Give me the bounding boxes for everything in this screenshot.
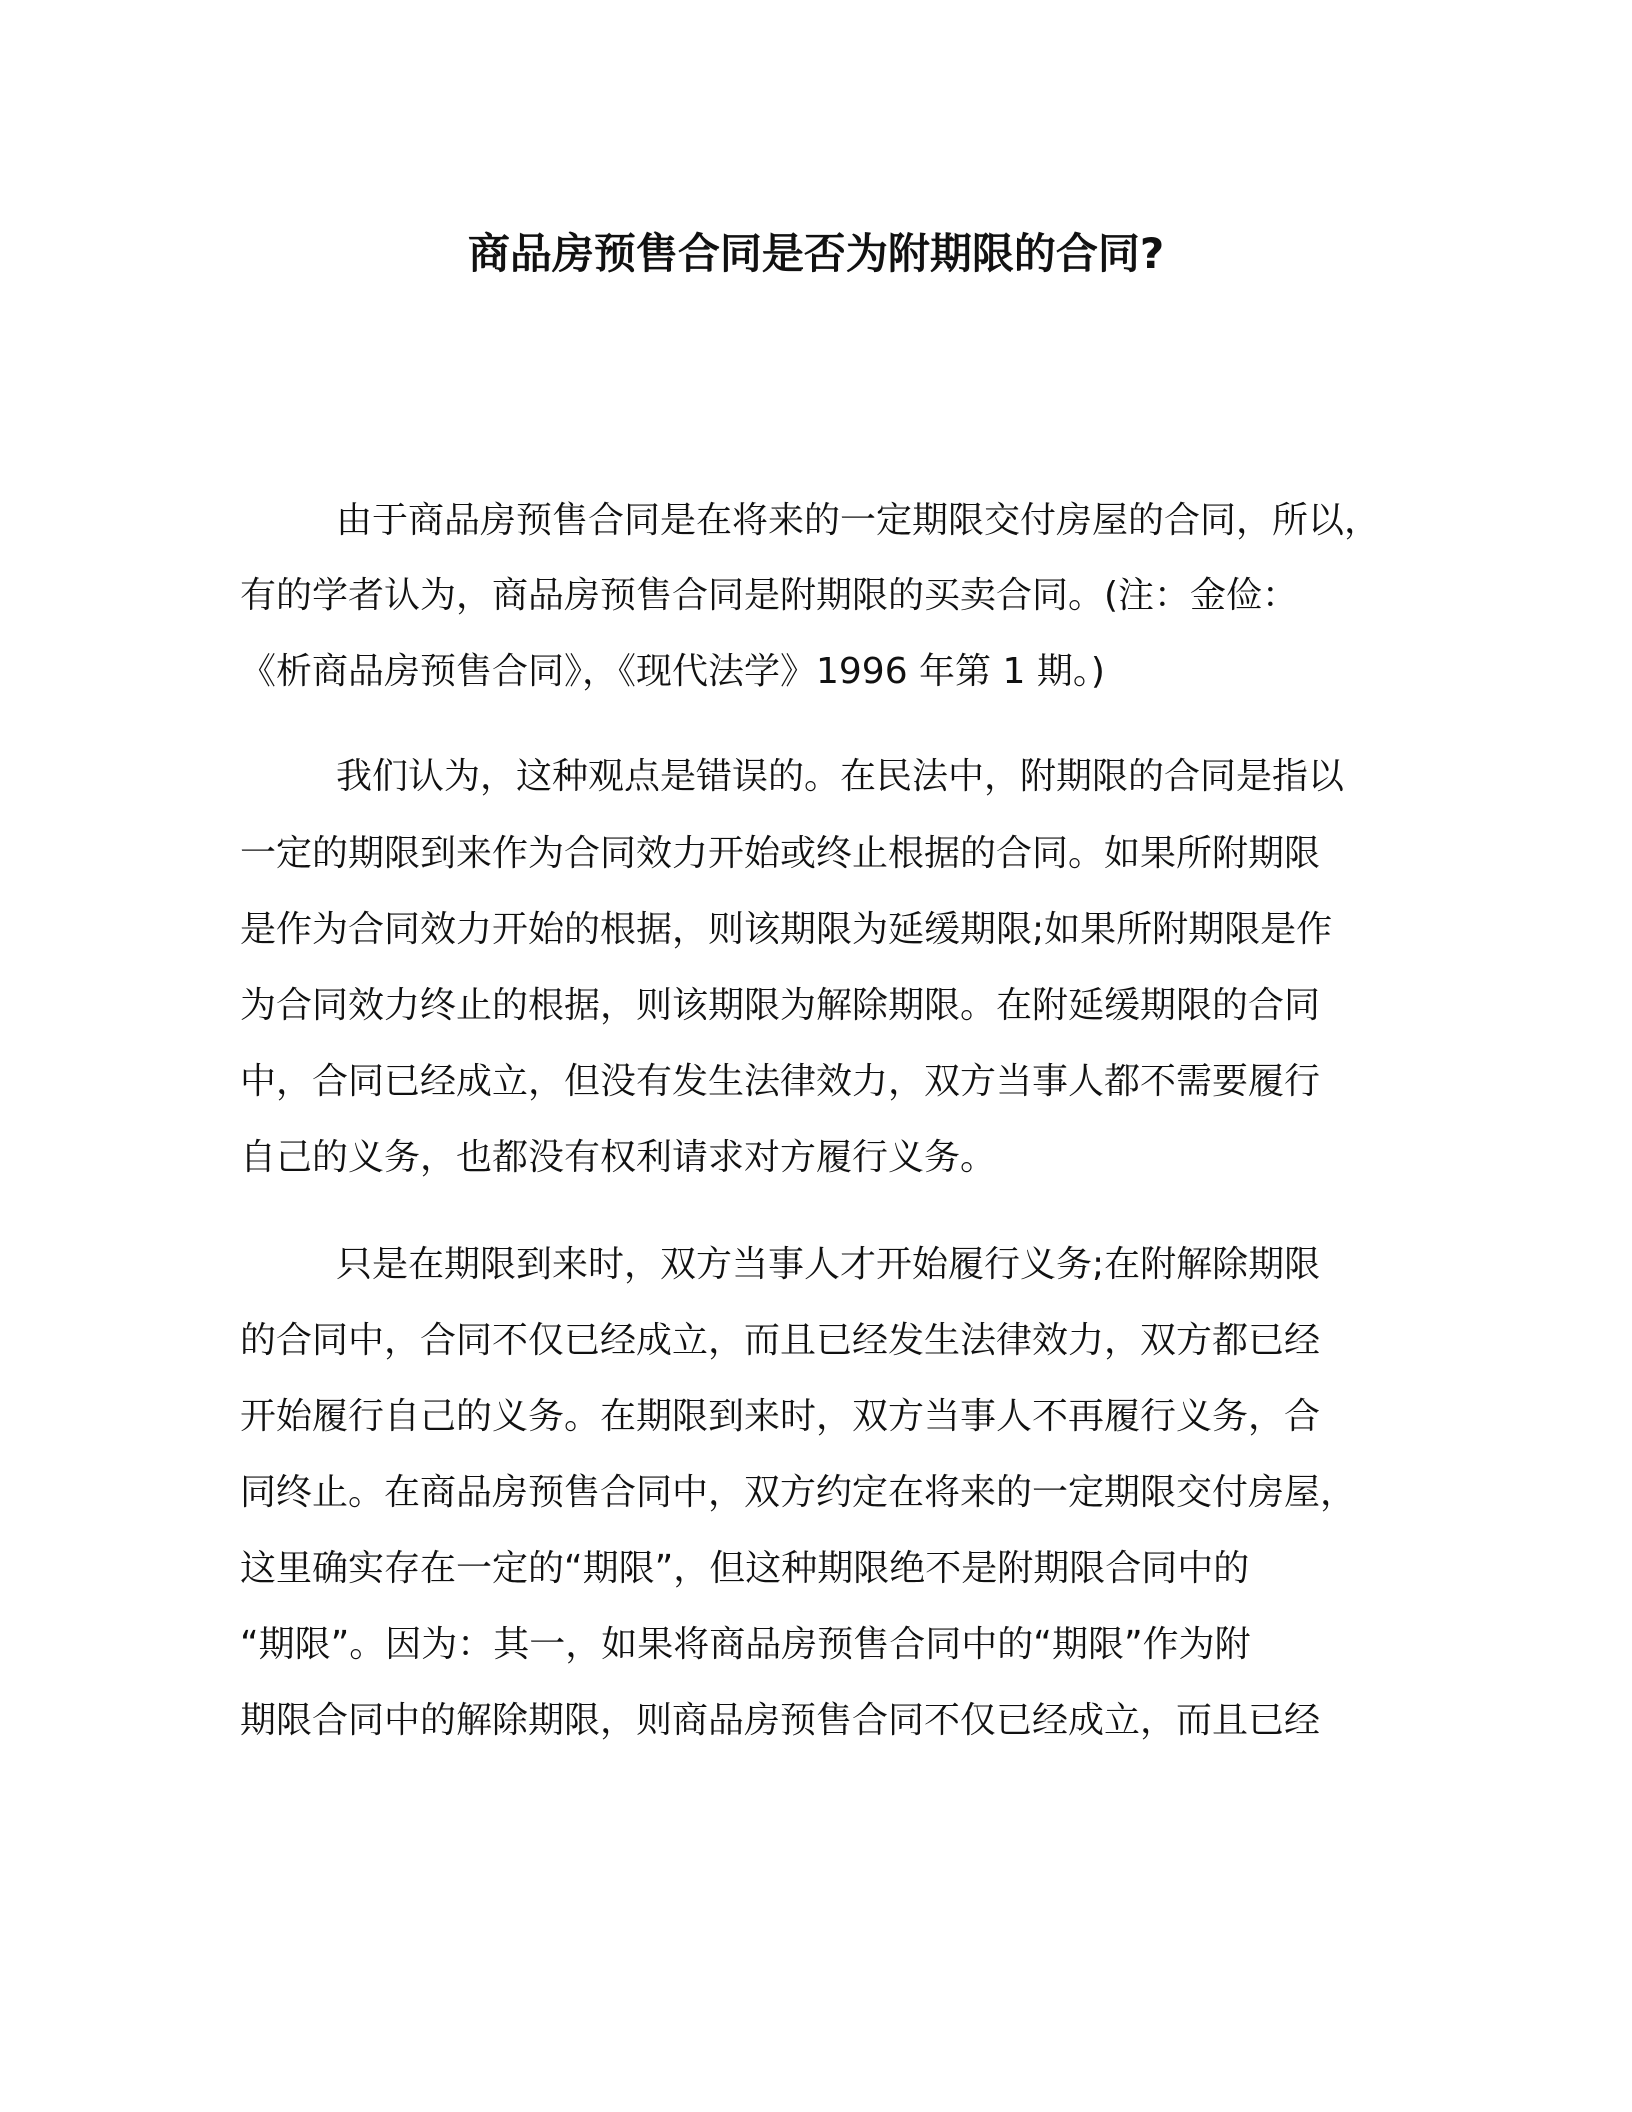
- paragraph-1-line-1: 由于商品房预售合同是在将来的一定期限交付房屋的合同，所以，: [336, 500, 1381, 541]
- paragraph-2-line-4: 为合同效力终止的根据，则该期限为解除期限。在附延缓期限的合同: [240, 985, 1321, 1026]
- paragraph-2-line-2: 一定的期限到来作为合同效力开始或终止根据的合同。如果所附期限: [240, 833, 1321, 874]
- paragraph-2-line-3: 是作为合同效力开始的根据，则该期限为延缓期限;如果所附期限是作: [240, 909, 1333, 950]
- paragraph-1-line-3: 《析商品房预售合同》，《现代法学》1996 年第 1 期。): [240, 651, 1105, 692]
- paragraph-3-line-7: 期限合同中的解除期限，则商品房预售合同不仅已经成立，而且已经: [240, 1700, 1321, 1741]
- document-title: 商品房预售合同是否为附期限的合同?: [467, 229, 1165, 278]
- paragraph-1-line-2: 有的学者认为，商品房预售合同是附期限的买卖合同。(注：金俭：: [240, 575, 1299, 616]
- paragraph-2-line-6: 自己的义务，也都没有权利请求对方履行义务。: [240, 1137, 997, 1178]
- paragraph-2-line-1: 我们认为，这种观点是错误的。在民法中，附期限的合同是指以: [336, 756, 1345, 797]
- paragraph-3-line-2: 的合同中，合同不仅已经成立，而且已经发生法律效力，双方都已经: [240, 1320, 1321, 1361]
- paragraph-3-line-5: 这里确实存在一定的“期限”，但这种期限绝不是附期限合同中的: [240, 1548, 1250, 1589]
- paragraph-3-line-3: 开始履行自己的义务。在期限到来时，双方当事人不再履行义务，合: [240, 1396, 1321, 1437]
- paragraph-2-line-5: 中，合同已经成立，但没有发生法律效力，双方当事人都不需要履行: [240, 1061, 1321, 1102]
- paragraph-3-line-1: 只是在期限到来时，双方当事人才开始履行义务;在附解除期限: [336, 1244, 1321, 1285]
- paragraph-3-line-4: 同终止。在商品房预售合同中，双方约定在将来的一定期限交付房屋，: [240, 1472, 1357, 1513]
- paragraph-3-line-6: “期限”。因为：其一，如果将商品房预售合同中的“期限”作为附: [240, 1624, 1251, 1665]
